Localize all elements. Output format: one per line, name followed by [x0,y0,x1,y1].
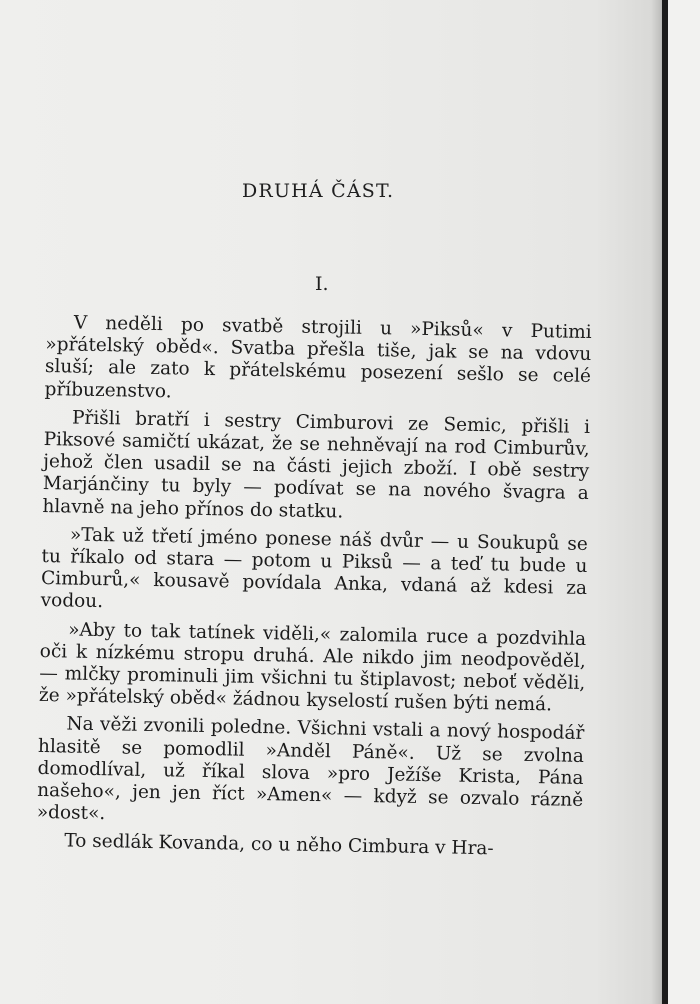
paragraph-1: V neděli po svatbě strojili u »Piksů« v Putimi »přátelský oběd«. Svatba přešla tiše, jak se na vdovu sluší; ale zato k přátelskému posezení sešlo se celé příbuzenstvo. [44,312,592,402]
paragraph-4: »Aby to tak tatínek viděli,« zalomila ruce a pozdvihla oči k nízkému stropu druhá. Ale nikdo jim neodpověděl, — mlčky prominuli jim všichni tu štiplavost; neboť věděli, že »přátelský oběd« žádnou kyselostí rušen býti nemá. [38,619,587,716]
paragraph-2: Přišli bratří i sestry Cimburovi ze Semic, přišli i Piksové samičtí ukázat, že se nehněvají na rod Cimburův, jehož člen usadil se na části jejich zboží. I obě sestry Marjánčiny tu byly — podívat se na nového švagra a hlavně na jeho přínos do statku. [42,407,591,523]
paragraph-6: To sedlák Kovanda, co u něho Cimbura v Hra- [64,830,494,860]
next-page-edge [668,0,700,1004]
paragraph-3: »Tak už třetí jméno ponese náš dvůr — u Soukupů se tu říkalo od stara — potom u Piksů — a teď tu bude u Cimburů,« kousavě povídala Anka, vdaná až kdesi za vodou. [40,524,589,613]
part-title: DRUHÁ ČÁST. [242,180,395,202]
body-text [36,312,592,869]
paragraph-5: Na věži zvonili poledne. Všichni vstali a nový hospodář hlasitě se pomodlil »Anděl Páně«. Už se zvolna domodlíval, už říkal slova »pro Ježíše Krista, Pána našeho«, jen jen říct »Amen« — když se ozvalo rázně »dost«. [36,713,585,825]
chapter-number: I. [315,273,329,295]
